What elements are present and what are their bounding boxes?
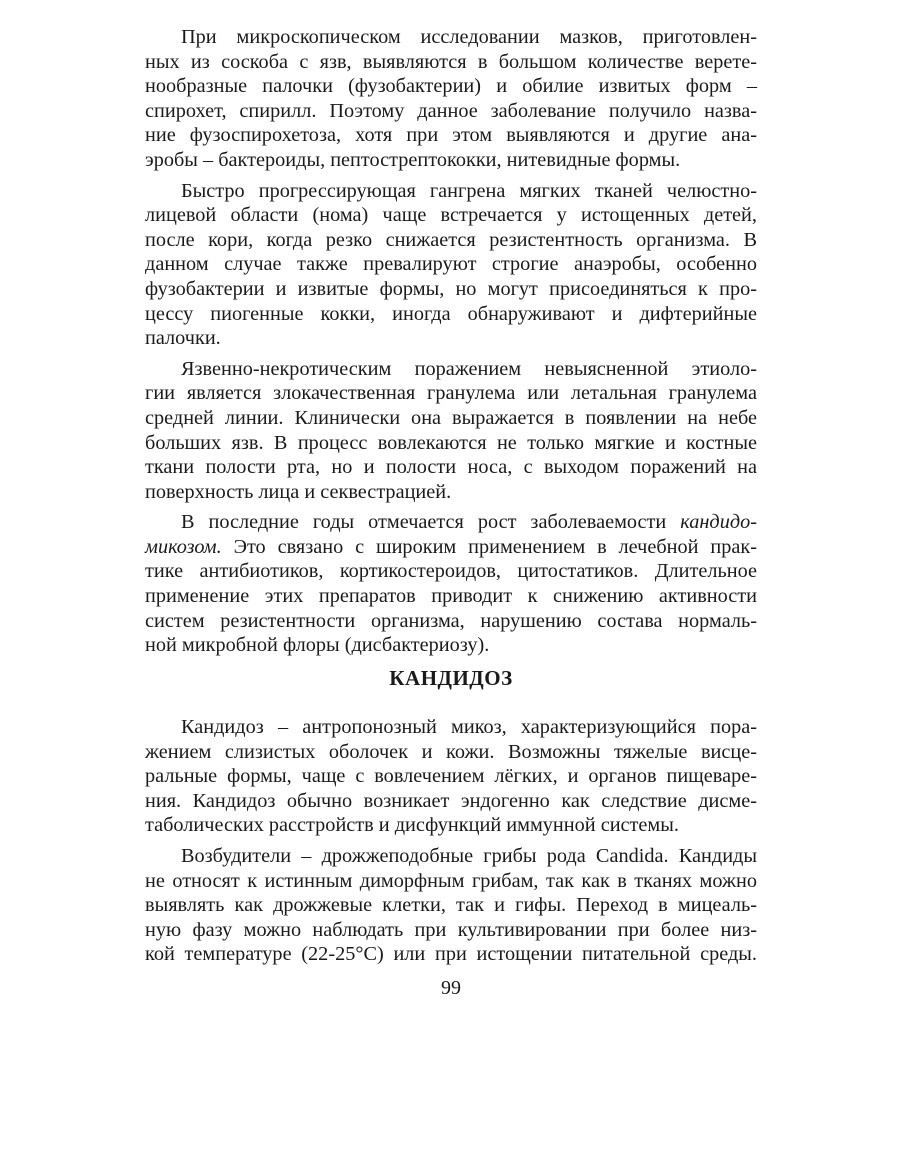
text-line: средней линии. Клинически она выражается в появлении на небе [145, 406, 757, 429]
paragraph-candidiasis-definition [145, 715, 757, 838]
text-line: Язвенно-некротическим поражением невыясненной этиоло- [181, 357, 757, 380]
text-line: систем резистентности организма, нарушению состава нормаль- [145, 609, 757, 632]
text-line: больших язв. В процесс вовлекаются не только мягкие и костные [145, 431, 757, 454]
text-line [145, 510, 757, 535]
text-line: тике антибиотиков, кортикостероидов, цитостатиков. Длительное [145, 560, 757, 583]
text-line: Кандидоз – антропонозный микоз, характеризующийся пора- [181, 716, 757, 738]
text-line: ную фазу можно наблюдать при культивировании при более низ- [145, 918, 757, 941]
text-line: данном случае также превалируют строгие анаэробы, особенно [145, 253, 757, 276]
text-line: спирохет, спирилл. Поэтому данное заболевание получило назва- [145, 99, 757, 122]
paragraph-candidomycosis [145, 510, 757, 658]
text-line: ние фузоспирохетоза, хотя при этом выявляются и другие ана- [145, 124, 757, 147]
text-line: после кори, когда резко снижается резистентность организма. В [145, 228, 757, 251]
section-heading: КАНДИДОЗ [389, 666, 513, 690]
text-fragment: В последние годы отмечается рост заболеваемости [181, 511, 681, 534]
text-line: ральные формы, чаще с вовлечением лёгких, и органов пищеваре- [145, 765, 757, 788]
text-line: жением слизистых оболочек и кожи. Возможны тяжелые висце- [145, 740, 757, 763]
paragraph-granuloma [145, 357, 757, 505]
text-line: цессу пиогенные кокки, иногда обнаруживают и дифтерийные [145, 302, 757, 325]
text-block-lower [145, 715, 757, 967]
text-line: лицевой области (нома) чаще встречается у истощенных детей, [145, 204, 757, 227]
text-line: При микроскопическом исследовании мазков, приготовлен- [181, 26, 757, 48]
text-line: Быстро прогрессирующая гангрена мягких тканей челюстно- [181, 179, 757, 202]
text-line: нообразные палочки (фузобактерии) и обилие извитых форм – [145, 75, 757, 98]
text-line: выявлять как дрожжевые клетки, так и гифы. Переход в мицеаль- [145, 894, 757, 917]
paragraph-microscopy [145, 25, 757, 173]
paragraph-pathogens [145, 844, 757, 967]
text-fragment: Это связано с широким применением в лечебной прак- [221, 535, 757, 558]
text-line: гии является злокачественная гранулема или летальная гранулема [145, 382, 757, 405]
text-line: не относят к истинным диморфным грибам, так как в тканях можно [145, 869, 757, 892]
text-line: ной микробной флоры (дисбактериозу). [145, 634, 490, 657]
text-line: ткани полости рта, но и полости носа, с выходом поражений на [145, 456, 757, 479]
text-line: фузобактерии и извитые формы, но могут присоединяться к про- [145, 277, 757, 300]
text-line: таболических расстройств и дисфункций иммунной системы. [145, 814, 679, 837]
text-line: эробы – бактероиды, пептострептококки, нитевидные формы. [145, 148, 681, 171]
italic-term: микозом. [145, 535, 222, 558]
italic-term: кандидо- [680, 511, 757, 534]
text-block-upper [145, 25, 757, 658]
text-line: применение этих препаратов приводит к снижению активности [145, 585, 757, 608]
page-number: 99 [441, 977, 461, 999]
text-line: кой температуре (22-25°С) или при истощении питательной среды. [145, 943, 757, 966]
text-line: поверхность лица и секвестрацией. [145, 480, 452, 503]
text-line: ных из соскоба с язв, выявляются в большом количестве верете- [145, 50, 757, 73]
text-line: Возбудители – дрожжеподобные грибы рода Candida. Кандиды [181, 844, 757, 867]
text-line: палочки. [145, 327, 221, 350]
text-line: ния. Кандидоз обычно возникает эндогенно как следствие дисме- [145, 789, 757, 812]
text-line [145, 535, 757, 560]
paragraph-noma [145, 179, 757, 351]
